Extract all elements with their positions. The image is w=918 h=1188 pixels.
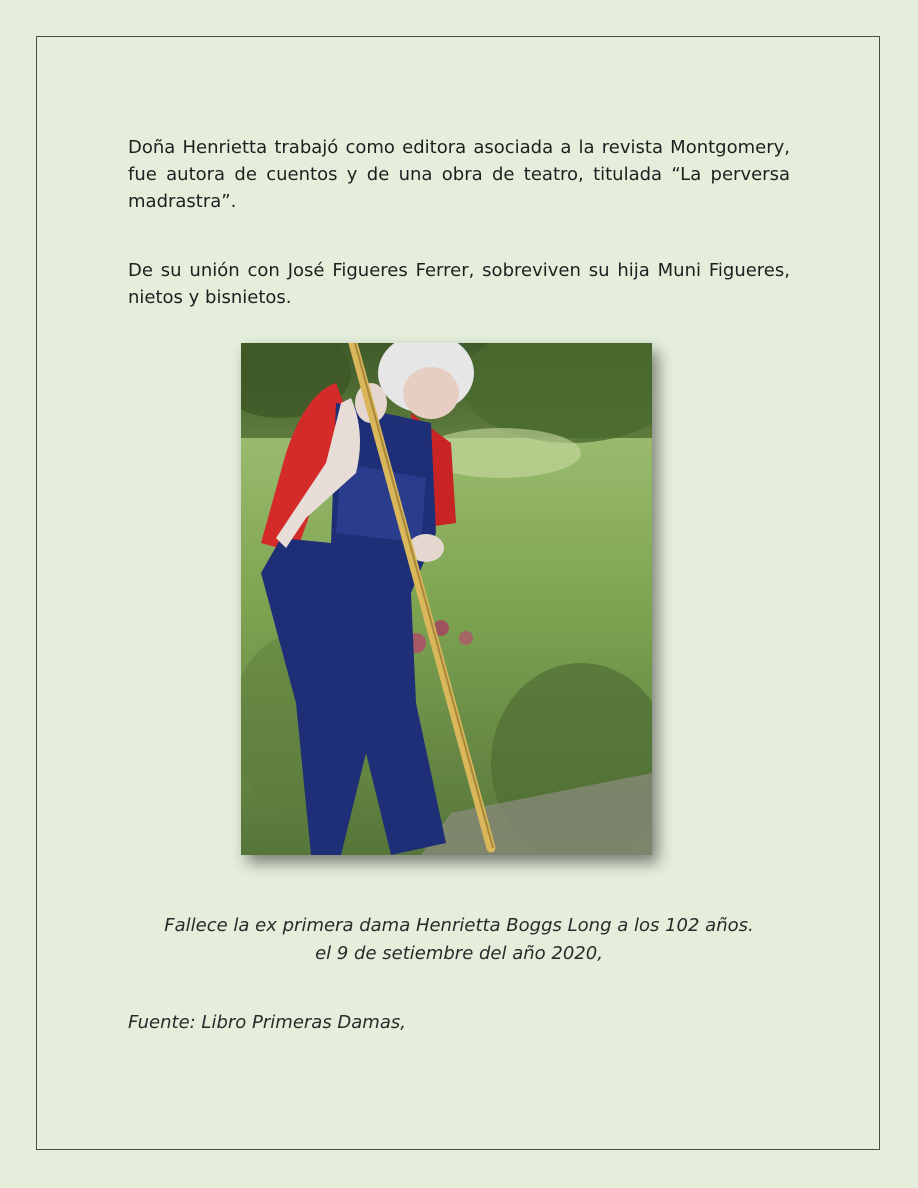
paragraph-family: De su unión con José Figueres Ferrer, sobreviven su hija Muni Figueres, nietos y bisnietos. [128, 260, 790, 308]
source-citation: Fuente: Libro Primeras Damas, [128, 1012, 406, 1033]
caption-line-1: Fallece la ex primera dama Henrietta Boggs Long a los 102 años. [164, 915, 754, 936]
caption-line-2: el 9 de setiembre del año 2020, [315, 943, 603, 964]
photo-woman-raking-garden [241, 343, 652, 855]
paragraph-editor-career: Doña Henrietta trabajó como editora asociada a la revista Montgomery, fue autora de cuentos y de una obra de teatro, titulada “La perversa madrastra”. [128, 137, 790, 212]
